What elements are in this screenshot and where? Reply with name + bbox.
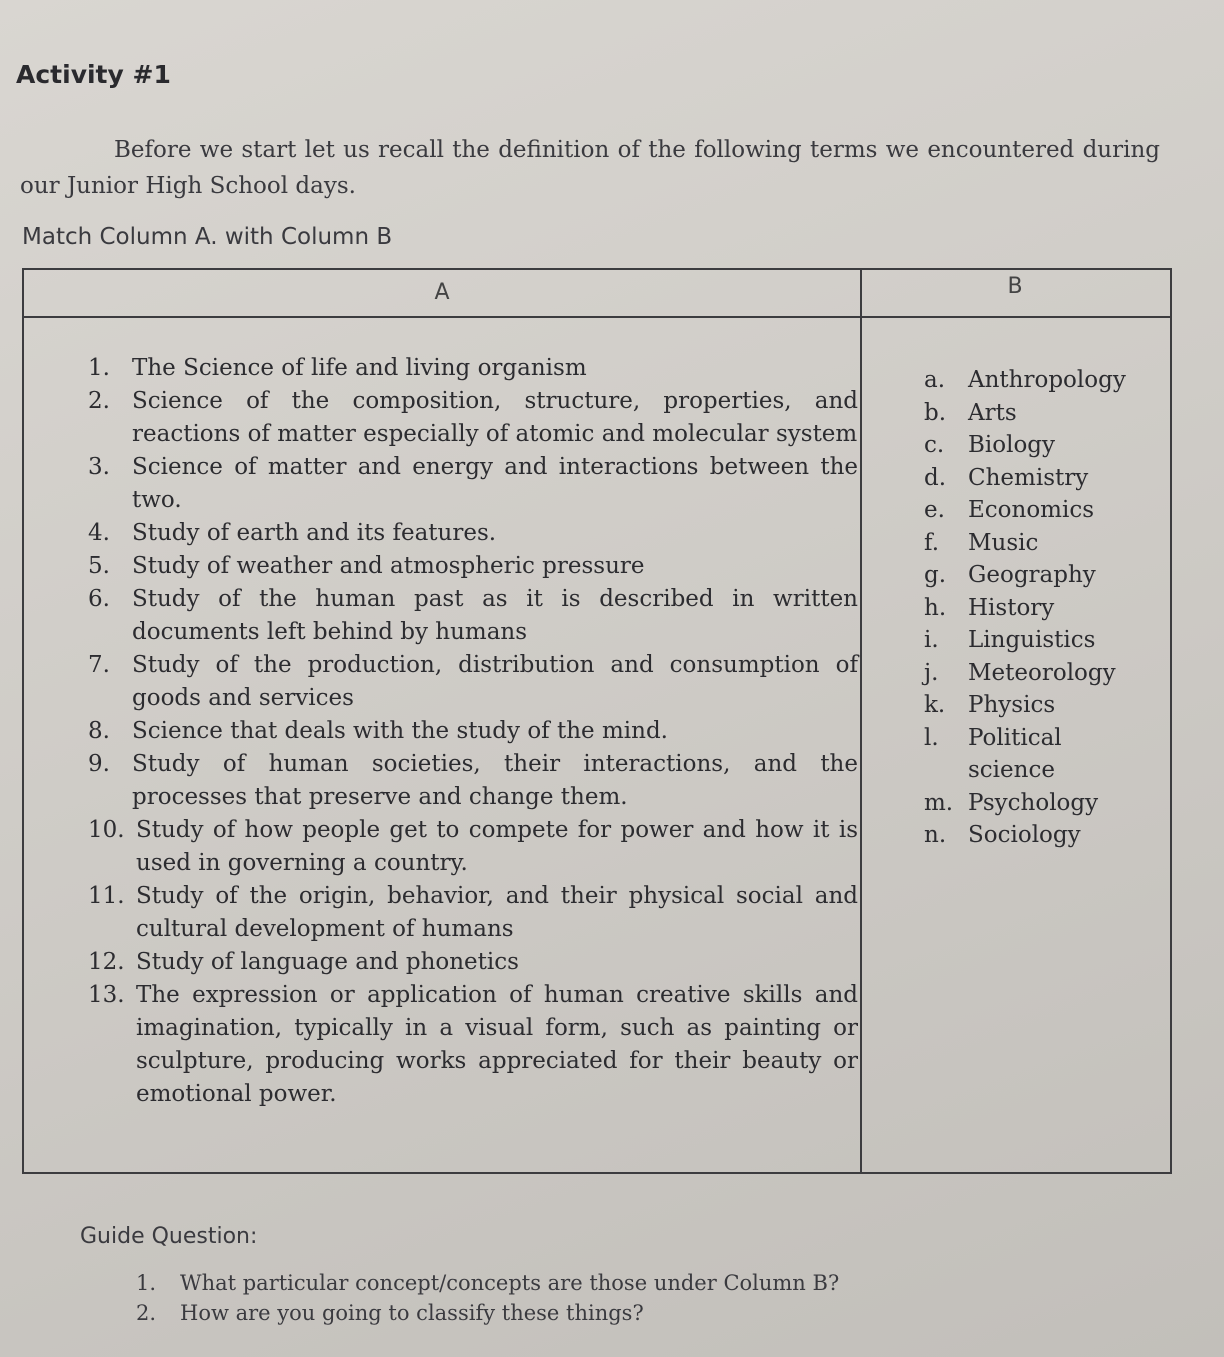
matching-table (22, 268, 1172, 1174)
column-a-item: 13. The expression or application of human creative skills and imagination, typically in a visual form, such as painting or sculpture, producing works appreciated for their beauty or emotional power. (88, 982, 858, 1107)
matching-instruction: Match Column A. with Column B (22, 224, 393, 250)
guide-question: 2. How are you going to classify these things? (136, 1301, 644, 1325)
column-a-item: 11. Study of the origin, behavior, and their physical social and cultural development of humans (88, 883, 858, 942)
column-b-option: k. Physics (924, 692, 1056, 718)
column-b-option: a. Anthropology (924, 367, 1126, 393)
column-a-item: 1. The Science of life and living organism (88, 355, 587, 381)
column-b-option: n. Sociology (924, 822, 1081, 848)
column-a-item: 3. Science of matter and energy and interactions between the two. (88, 454, 858, 513)
column-a-item: 8. Science that deals with the study of the mind. (88, 718, 668, 744)
column-a-item: 9. Study of human societies, their interactions, and the processes that preserve and change them. (88, 751, 858, 810)
column-a-list (88, 352, 858, 1111)
column-a-item: 12. Study of language and phonetics (88, 949, 519, 975)
column-a-item: 6. Study of the human past as it is described in written documents left behind by humans (88, 586, 858, 645)
column-b-option: l. Political science (924, 724, 1062, 783)
column-b-option: h. History (924, 594, 1055, 621)
guide-question: 1. What particular concept/concepts are those under Column B? (136, 1271, 840, 1295)
column-b-list (924, 364, 1174, 852)
column-b-option: e. Economics (924, 497, 1095, 523)
column-b-option: c. Biology (924, 432, 1056, 458)
activity-title: Activity #1 (16, 60, 171, 89)
column-a-item: 7. Study of the production, distribution and consumption of goods and services (88, 652, 858, 711)
column-b-option: j. Meteorology (924, 659, 1116, 686)
column-a-item: 2. Science of the composition, structure, properties, and reactions of matter especially of atomic and molecular system (88, 388, 858, 447)
column-a-item: 5. Study of weather and atmospheric pressure (88, 553, 645, 579)
intro-paragraph: Before we start let us recall the definition of the following terms we encountered during our Junior High School days. (20, 137, 1160, 199)
column-b-option: g. Geography (924, 562, 1096, 588)
column-b-option: f. Music (924, 529, 1039, 556)
column-b-option: d. Chemistry (924, 464, 1089, 491)
column-a-item: 10. Study of how people get to compete for power and how it is used in governing a country. (88, 817, 858, 876)
column-b-option: m. Psychology (924, 789, 1099, 816)
column-a-item: 4. Study of earth and its features. (88, 520, 497, 546)
column-a-header: A (24, 270, 862, 316)
column-b-header: B (1007, 274, 1023, 299)
column-b-option: i. Linguistics (924, 627, 1096, 653)
guide-question-heading: Guide Question: (80, 1224, 258, 1249)
table-header-row (24, 270, 1170, 318)
column-divider (860, 316, 862, 1172)
column-b-option: b. Arts (924, 399, 1017, 426)
guide-question-list (136, 1268, 1036, 1328)
